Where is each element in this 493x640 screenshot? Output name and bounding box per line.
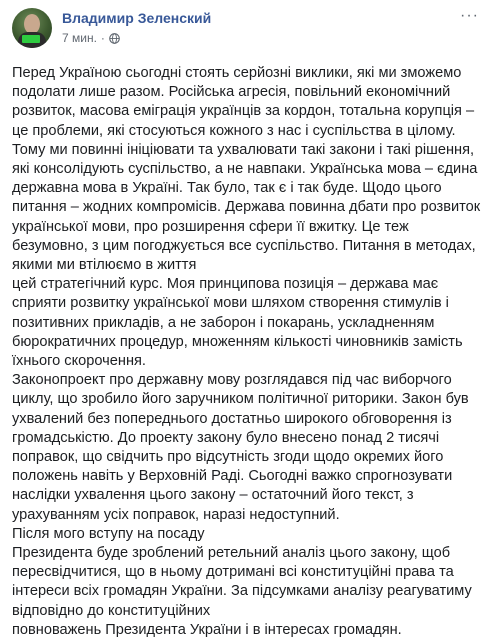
post-text: Перед Україною сьогодні стоять серйозні виклики, які ми зможемо подолати лише разом. Російська агресія, повільний економічний розвиток, масова еміграція українців за кордон, тотальна корупція – це проблеми, які стосуються кожного з нас і суспільства в цілому. Тому ми повинні ініціювати та ухвалювати такі закони і такі рішення, які консолідують суспільство, а не навпаки. Українська мова – єдина державна мова в Україні. Так було, так є і так буде. Щодо цього питання – жодних компромісів. Держава повинна дбати про розвиток української мови, про розширення сфери її вжитку. Це теж безумовно, з цим погоджується все суспільство. Питання в методах, якими ми втілюємо в життя цей стратегічний курс. Моя принципова позиція – держава має сприяти розвитку української мови шляхом створення стимулів і позитивних прикладів, а не заборон і покарань, ускладненням бюрократичних процедур, множенням кількості чиновників замість їхнього скорочення. Законопроект про державну мову розглядався під час виборчого циклу, що зробило його заручником політичної риторики. Закон був ухвалений без попереднього достатньо широкого обговорення із громадськістю. До проекту закону було внесено понад 2 тисячі поправок, що свідчить про відсутність згоди щодо окремих його положень навіть у Верховній Раді. Сьогодні важко спрогнозувати наслідки ухвалення цього закону – остаточний його текст, з урахуванням усіх поправок, наразі недоступний. Після мого вступу на посаду Президента буде зроблений ретельний аналіз цього закону, щоб пересвідчитися, що в ньому дотримані всі конституційні права та інтереси всіх громадян України. За підсумками аналізу реагуватиму відповідно до конституційних повноважень Президента України і в інтересах громадян. (12, 65, 481, 638)
author-avatar[interactable] (12, 8, 52, 48)
post-timestamp[interactable]: 7 мин. (62, 31, 97, 45)
more-options-button[interactable]: ··· (460, 7, 479, 24)
author-name[interactable]: Владимир Зеленский (62, 10, 212, 26)
globe-icon[interactable] (109, 33, 120, 44)
separator-dot: · (100, 31, 105, 45)
post-meta (62, 8, 211, 46)
avatar-face (24, 14, 40, 34)
post-header (12, 8, 481, 50)
timestamp-row (62, 30, 211, 46)
avatar-badge (22, 35, 40, 43)
